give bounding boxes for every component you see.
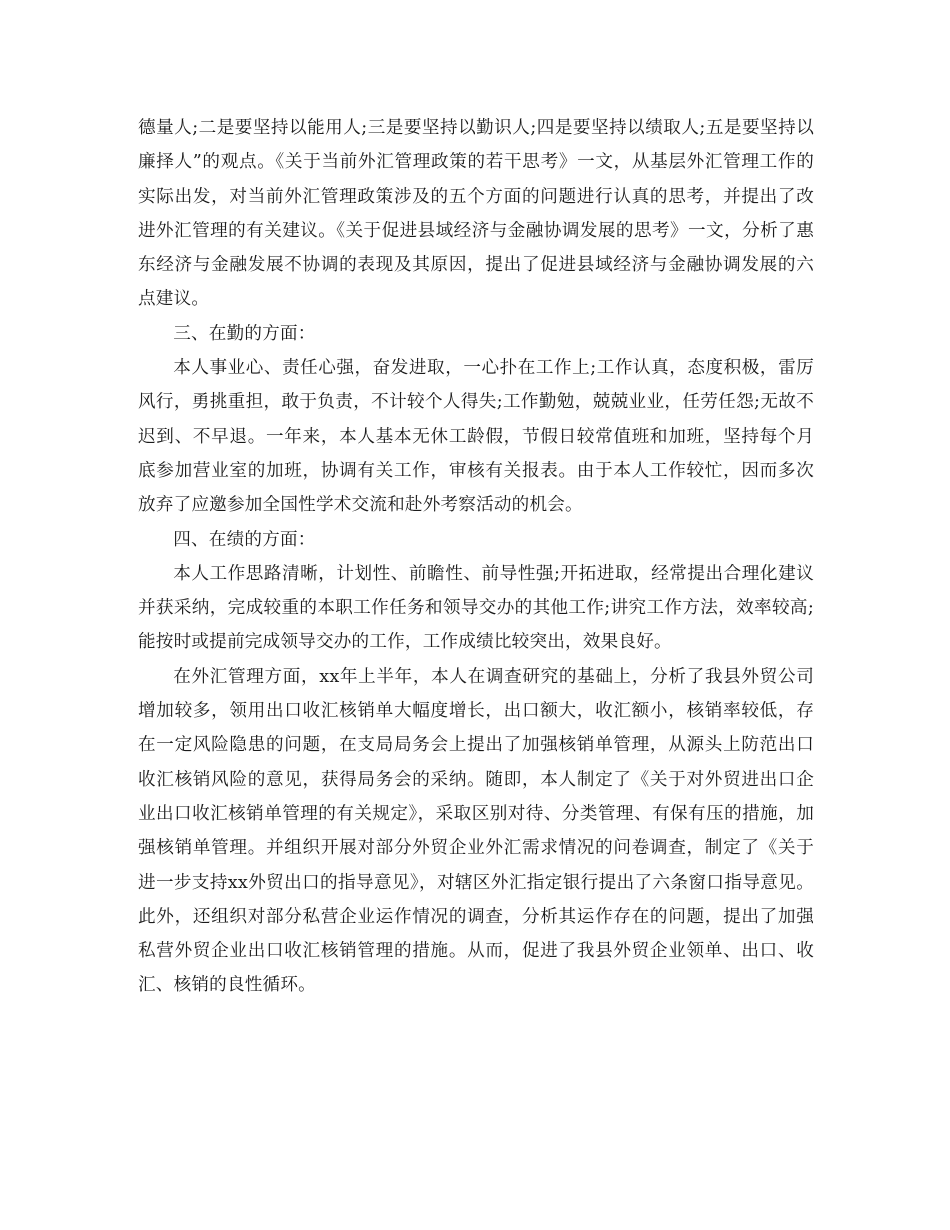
document-body [138,111,814,1003]
paragraph-forex-management: 在外汇管理方面，xx年上半年，本人在调查研究的基础上，分析了我县外贸公司增加较多，领用出口收汇核销单大幅度增长，出口额大，收汇额小，核销率较低，存在一定风险隐患的问题，在支局局务会上提出了加强核销单管理，从源头上防范出口收汇核销风险的意见，获得局务会的采纳。随即，本人制定了《关于对外贸进出口企业出口收汇核销单管理的有关规定》，采取区别对待、分类管理、有保有压的措施，加强核销单管理。并组织开展对部分外贸企业外汇需求情况的问卷调查，制定了《关于进一步支持xx外贸出口的指导意见》，对辖区外汇指定银行提出了六条窗口指导意见。此外，还组织对部分私营企业运作情况的调查，分析其运作存在的问题，提出了加强私营外贸企业出口收汇核销管理的措施。从而，促进了我县外贸企业领单、出口、收汇、核销的良性循环。 [138,666,814,996]
section-heading-performance: 四、在绩的方面： [173,529,316,550]
section-heading-diligence: 三、在勤的方面： [173,323,316,344]
paragraph-performance: 本人工作思路清晰，计划性、前瞻性、前导性强;开拓进取，经常提出合理化建议并获采纳，完成较重的本职工作任务和领导交办的其他工作;讲究工作方法，效率较高;能按时或提前完成领导交办的工作，工作成绩比较突出，效果良好。 [138,563,814,653]
paragraph-diligence: 本人事业心、责任心强，奋发进取，一心扑在工作上;工作认真，态度积极，雷厉风行，勇挑重担，敢于负责，不计较个人得失;工作勤勉，兢兢业业，任劳任怨;无故不迟到、不早退。一年来，本人基本无休工龄假，节假日较常值班和加班，坚持每个月底参加营业室的加班，协调有关工作，审核有关报表。由于本人工作较忙，因而多次放弃了应邀参加全国性学术交流和赴外考察活动的机会。 [138,358,814,516]
paragraph-continued: 德量人;二是要坚持以能用人;三是要坚持以勤识人;四是要坚持以绩取人;五是要坚持以廉择人”的观点。《关于当前外汇管理政策的若干思考》一文，从基层外汇管理工作的实际出发，对当前外汇管理政策涉及的五个方面的问题进行认真的思考，并提出了改进外汇管理的有关建议。《关于促进县域经济与金融协调发展的思考》一文，分析了惠东经济与金融发展不协调的表现及其原因，提出了促进县域经济与金融协调发展的六点建议。 [138,118,814,310]
